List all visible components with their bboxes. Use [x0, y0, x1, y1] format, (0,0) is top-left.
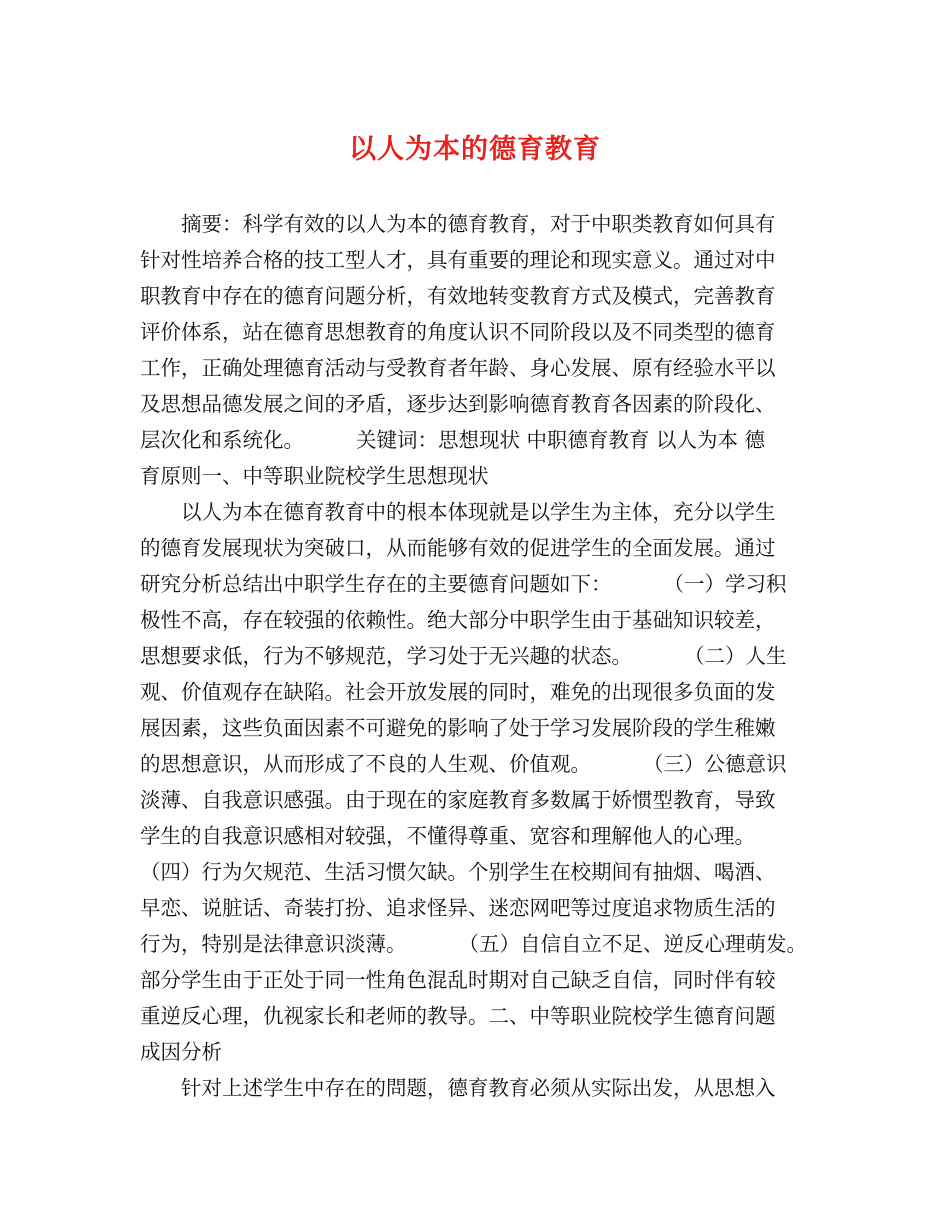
text-segment: 针对性培养合格的技工型人才，具有重要的理论和现实意义。通过对中 — [140, 248, 776, 272]
text-line — [140, 206, 820, 242]
text-line — [140, 746, 820, 782]
text-line — [140, 458, 820, 494]
text-line — [140, 278, 820, 314]
text-line — [140, 1034, 820, 1070]
text-line — [140, 242, 820, 278]
text-line — [140, 782, 820, 818]
text-segment: 极性不高，存在较强的依赖性。绝大部分中职学生由于基础知识较差， — [140, 608, 776, 632]
text-segment: 以人为本在德育教育中的根本体现就是以学生为主体，充分以学生 — [181, 500, 776, 524]
text-line — [140, 350, 820, 386]
text-line — [140, 602, 820, 638]
text-segment: 淡薄、自我意识感强。由于现在的家庭教育多数属于娇惯型教育，导致 — [140, 788, 776, 812]
text-line — [140, 890, 820, 926]
text-segment: （三）公德意识 — [643, 752, 787, 776]
text-line — [140, 1070, 820, 1106]
text-segment: 部分学生由于正处于同一性角色混乱时期对自己缺乏自信，同时伴有较 — [140, 968, 776, 992]
text-line — [140, 422, 820, 458]
text-line — [140, 998, 820, 1034]
keywords: 关键词：思想现状 中职德育教育 以人为本 德 — [356, 428, 766, 452]
text-segment: （五）自信自立不足、逆反心理萌发。 — [458, 932, 807, 956]
text-segment: 层次化和系统化。 — [140, 428, 304, 452]
text-segment: 观、价值观存在缺陷。社会开放发展的同时，难免的出现很多负面的发 — [140, 680, 776, 704]
text-line — [140, 710, 820, 746]
text-segment: 学生的自我意识感相对较强，不懂得尊重、宽容和理解他人的心理。 — [140, 824, 755, 848]
text-line — [140, 386, 820, 422]
text-line — [140, 926, 820, 962]
text-segment: 及思想品德发展之间的矛盾，逐步达到影响德育教育各因素的阶段化、 — [140, 392, 776, 416]
text-segment: 重逆反心理，仇视家长和老师的教导。二、中等职业院校学生德育问题 — [140, 1004, 776, 1028]
text-line — [140, 674, 820, 710]
text-line — [140, 854, 820, 890]
text-segment: 成因分析 — [140, 1040, 222, 1064]
text-line — [140, 530, 820, 566]
text-segment: 的德育发展现状为突破口，从而能够有效的促进学生的全面发展。通过 — [140, 536, 776, 560]
text-line — [140, 314, 820, 350]
text-segment: 早恋、说脏话、奇装打扮、追求怪异、迷恋网吧等过度追求物质生活的 — [140, 896, 776, 920]
text-segment: （二）人生 — [684, 644, 787, 668]
text-segment: 摘要：科学有效的以人为本的德育教育，对于中职类教育如何具有 — [181, 212, 776, 236]
text-segment: 评价体系，站在德育思想教育的角度认识不同阶段以及不同类型的德育 — [140, 320, 776, 344]
text-segment: 研究分析总结出中职学生存在的主要德育问题如下： — [140, 572, 612, 596]
text-segment: （一）学习积 — [663, 572, 787, 596]
document-body — [140, 206, 820, 1106]
text-segment: 职教育中存在的德育问题分析，有效地转变教育方式及模式，完善教育 — [140, 284, 776, 308]
text-segment: 的思想意识，从而形成了不良的人生观、价值观。 — [140, 752, 591, 776]
document-title: 以人为本的德育教育 — [349, 134, 601, 165]
text-line — [140, 638, 820, 674]
text-segment: 行为，特别是法律意识淡薄。 — [140, 932, 407, 956]
text-segment: 展因素，这些负面因素不可避免的影响了处于学习发展阶段的学生稚嫩 — [140, 716, 776, 740]
text-segment: 思想要求低，行为不够规范，学习处于无兴趣的状态。 — [140, 644, 632, 668]
text-line — [140, 962, 820, 998]
text-line — [140, 566, 820, 602]
text-segment: 育原则一、中等职业院校学生思想现状 — [140, 464, 489, 488]
text-line — [140, 494, 820, 530]
text-segment: 工作，正确处理德育活动与受教育者年龄、身心发展、原有经验水平以 — [140, 356, 776, 380]
text-segment: （四）行为欠规范、生活习惯欠缺。个别学生在校期间有抽烟、喝酒、 — [140, 860, 776, 884]
text-line — [140, 818, 820, 854]
text-segment: 针对上述学生中存在的問题，德育教育必须从实际出发，从思想入 — [181, 1076, 776, 1100]
